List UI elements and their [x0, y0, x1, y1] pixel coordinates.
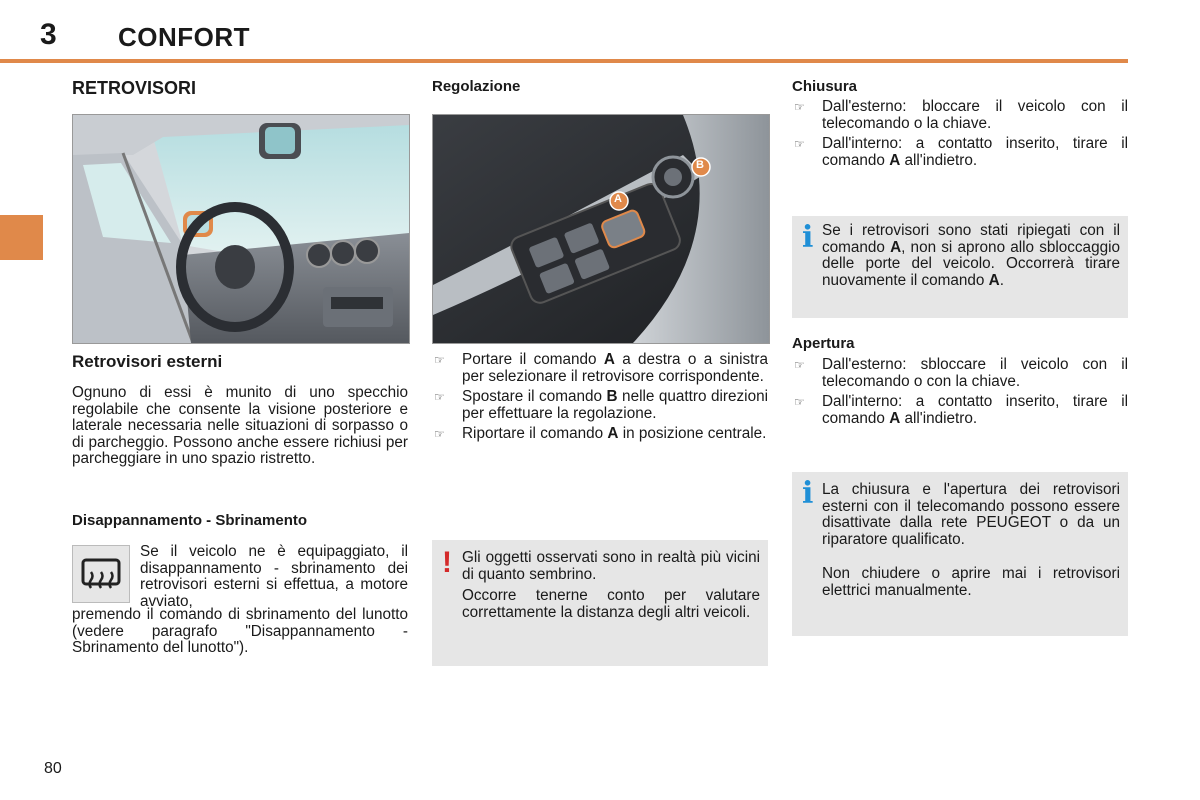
header-rule — [0, 59, 1128, 63]
list-item: ☞ Dall'interno: a contatto inserito, tirare il comando A all'indietro. — [794, 135, 1128, 169]
pointing-hand-icon: ☞ — [794, 395, 805, 409]
pointing-hand-icon: ☞ — [794, 137, 805, 151]
rear-defrost-icon — [72, 545, 130, 603]
mirror-control-illustration — [432, 114, 770, 344]
warning-icon: ! — [442, 546, 452, 579]
list-item: ☞ Dall'interno: a contatto inserito, tirare il comando A all'indietro. — [794, 393, 1128, 427]
info-icon: i — [802, 476, 814, 511]
pointing-hand-icon: ☞ — [434, 390, 445, 404]
list-item: ☞ Spostare il comando B nelle quattro direzioni per effettuare la regolazione. — [434, 388, 768, 422]
list-item: ☞ Portare il comando A a destra o a sinistra per selezionare il retrovisore corrispondente. — [434, 351, 768, 385]
closing-steps — [792, 99, 1128, 173]
opening-steps — [792, 357, 1128, 431]
info-box-remote-control — [792, 472, 1128, 636]
pointing-hand-icon: ☞ — [794, 100, 805, 114]
info-text: Se i retrovisori sono stati ripiegati con il comando A, non si aprono allo sbloccaggio delle porte del veicolo. Occorrerà tirare nuovamente il comando A. — [822, 222, 1120, 289]
closing-title: Chiusura — [792, 78, 858, 95]
list-item: ☞ Riportare il comando A in posizione centrale. — [434, 425, 767, 442]
warning-text-2: Occorre tenerne conto per valutare correttamente la distanza degli altri veicoli. — [462, 587, 760, 621]
defrost-text-part2: premendo il comando di sbrinamento del lunotto (vedere paragrafo "Disappannamento - Sbrinamento del lunotto"). — [72, 606, 408, 656]
pointing-hand-icon: ☞ — [434, 353, 445, 367]
warning-text-1: Gli oggetti osservati sono in realtà più vicini di quanto sembrino. — [462, 549, 760, 583]
info-text-1: La chiusura e l'apertura dei retrovisori esterni con il telecomando possono essere disattivate dalla rete PEUGEOT o da un riparatore qualificato. — [822, 481, 1120, 548]
list-item: ☞ Dall'esterno: sbloccare il veicolo con il telecomando o con la chiave. — [794, 356, 1128, 390]
info-box-folded-mirrors — [792, 216, 1128, 318]
intro-paragraph: Ognuno di essi è munito di uno specchio regolabile che consente la visione posteriore e laterale necessaria nelle situazioni di sorpasso o di parcheggio. Possono anche essere richiusi per parcheggiare in uno spazio ristretto. — [72, 384, 408, 467]
pointing-hand-icon: ☞ — [434, 427, 445, 441]
warning-box — [432, 540, 768, 666]
adjustment-steps — [432, 352, 768, 447]
info-icon: i — [802, 220, 814, 255]
pointing-hand-icon: ☞ — [794, 358, 805, 372]
info-text-2: Non chiudere o aprire mai i retrovisori elettrici manualmente. — [822, 565, 1120, 599]
subtitle-external-mirrors: Retrovisori esterni — [72, 352, 223, 371]
chapter-tab-marker — [0, 215, 43, 260]
defrost-title: Disappannamento - Sbrinamento — [72, 512, 308, 529]
chapter-number: 3 — [40, 18, 57, 51]
chapter-title: CONFORT — [118, 22, 251, 52]
label-a: A — [614, 193, 622, 205]
adjustment-title: Regolazione — [432, 78, 521, 95]
page-number: 80 — [44, 760, 62, 777]
label-b: B — [696, 159, 704, 171]
opening-title: Apertura — [792, 335, 855, 352]
defrost-text-part1: Se il veicolo ne è equipaggiato, il disappannamento - sbrinamento dei retrovisori esterni si effettua, a motore avviato, — [140, 543, 408, 610]
section-title: RETROVISORI — [72, 78, 197, 98]
list-item: ☞ Dall'esterno: bloccare il veicolo con il telecomando o la chiave. — [794, 98, 1128, 132]
car-interior-illustration — [72, 114, 410, 344]
